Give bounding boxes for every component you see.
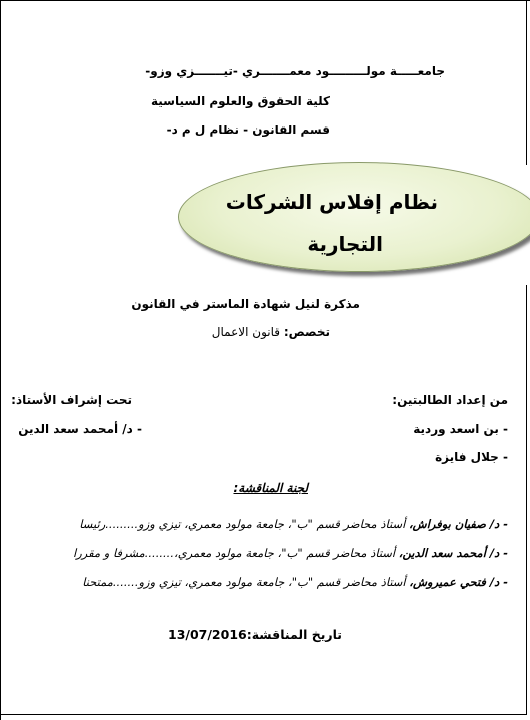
defense-date [168, 627, 342, 642]
students-label: من إعداد الطالبتين: [392, 393, 508, 407]
specialization [212, 325, 330, 339]
thesis-title-line2: التجارية [307, 232, 383, 256]
faculty-name: كلية الحقوق والعلوم السياسية [150, 94, 330, 108]
defense-date-label: تاريخ المناقشة: [246, 627, 342, 642]
student-name: - بن اسعد وردية [413, 422, 508, 436]
page-border-bottom [0, 714, 527, 715]
specialization-label: تخصص: [283, 325, 330, 339]
defense-date-value: 13/07/2016 [168, 627, 247, 642]
title-ellipse [178, 162, 530, 270]
committee-label: لجنة المناقشة: [233, 481, 308, 495]
supervisor-name: - د/ أمحمد سعد الدين [18, 422, 142, 436]
specialization-value: قانون الاعمال [211, 325, 281, 339]
memo-degree: مذكرة لنيل شهادة الماستر في القانون [131, 297, 360, 311]
supervisor-label: تحت إشراف الأستاذ: [11, 393, 132, 407]
page-border-right-lower [526, 285, 527, 715]
page-border-top [0, 0, 530, 1]
committee-member [73, 546, 508, 560]
committee-member-details: أستاذ محاضر قسم "ب"، جامعة مولود معمري،........مشرفا و مقررا [73, 546, 399, 560]
department-name: قسم القانون - نظام ل م د- [166, 123, 330, 137]
committee-member-details: أستاذ محاضر قسم "ب"، جامعة مولود معمري، تيزي وزو.......ممتحنا [82, 575, 410, 589]
committee-member [82, 575, 508, 589]
student-name: - جلال فايزة [435, 450, 508, 464]
committee-member-name: - د/ صفيان بوفراش، [408, 517, 508, 531]
page-border-right [526, 0, 527, 165]
page-border-left [0, 0, 1, 720]
committee-member-name: - د/ أمحمد سعد الدين، [398, 546, 508, 560]
committee-member-name: - د/ فتحي عميروش، [409, 575, 508, 589]
committee-member-details: أستاذ محاضر قسم "ب"، جامعة مولود معمري، تيزي وزو.........رئيسا [79, 517, 409, 531]
thesis-title-line1: نظام إفلاس الشركات [225, 190, 438, 214]
committee-member [79, 517, 508, 531]
university-name: جامعـــــة مولـــــــــود معمـــــــري -تيـــــــزي وزو- [145, 64, 445, 78]
